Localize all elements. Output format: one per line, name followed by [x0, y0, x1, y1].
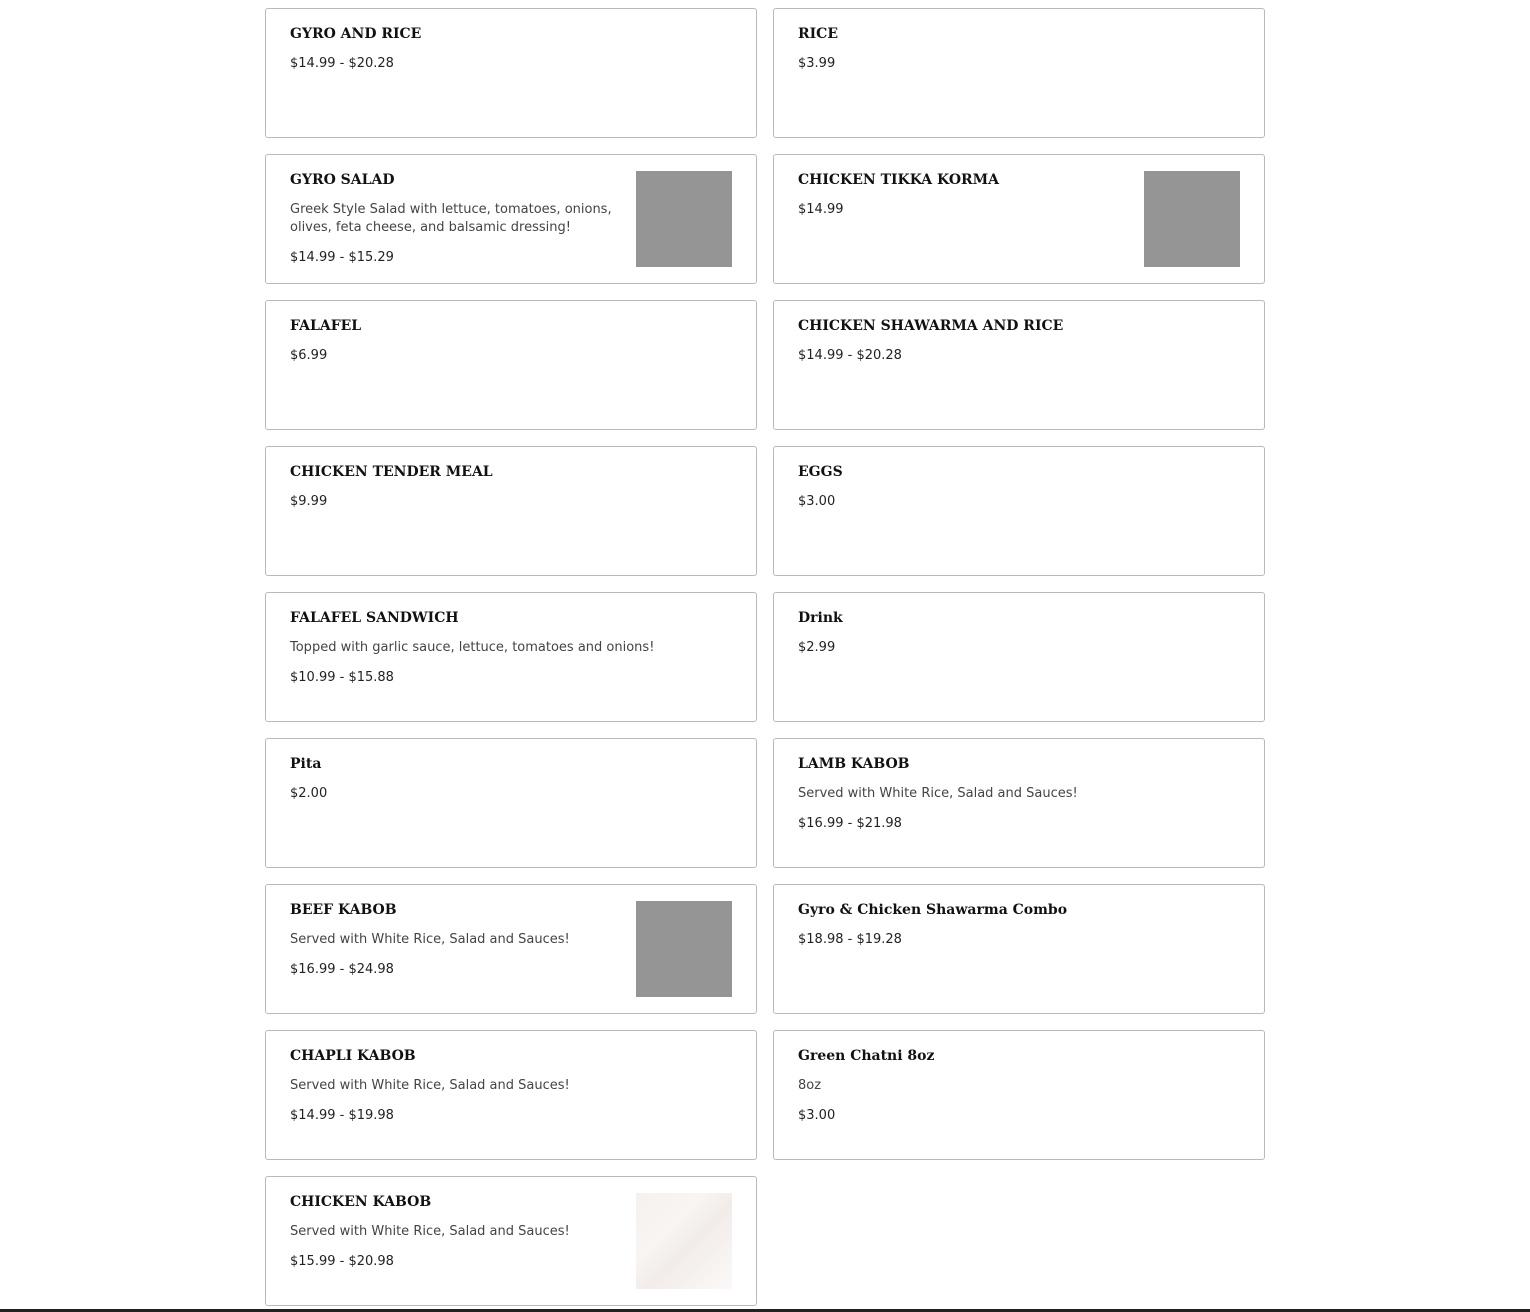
- menu-item-text: [290, 318, 732, 365]
- menu-item-name: LAMB KABOB: [798, 756, 910, 772]
- menu-item-price: $9.99: [290, 494, 328, 509]
- menu-item-price: $2.99: [798, 640, 836, 655]
- menu-item-name: GYRO SALAD: [290, 172, 395, 188]
- menu-item-text: [798, 464, 1240, 511]
- menu-item-name: Pita: [290, 756, 322, 772]
- menu-item-name: CHAPLI KABOB: [290, 1048, 416, 1064]
- menu-item-text: [798, 756, 1240, 833]
- menu-item-name: FALAFEL: [290, 318, 362, 334]
- menu-item-price: $14.99 - $20.28: [290, 56, 394, 71]
- menu-item-card-beef-kabob[interactable]: [265, 884, 757, 1014]
- menu-item-description: 8oz: [798, 1078, 822, 1093]
- menu-item-text: [798, 610, 1240, 657]
- menu-item-text: [798, 172, 1134, 219]
- menu-item-description: Served with White Rice, Salad and Sauces!: [290, 932, 570, 947]
- menu-item-price: $2.00: [290, 786, 328, 801]
- menu-item-description: Served with White Rice, Salad and Sauces!: [290, 1224, 570, 1239]
- menu-item-card-chicken-tikka-korma[interactable]: [773, 154, 1265, 284]
- menu-item-text: [290, 1194, 626, 1271]
- menu-item-text: [798, 902, 1240, 949]
- menu-item-text: [290, 610, 732, 687]
- menu-item-text: [290, 464, 732, 511]
- menu-item-text: [290, 172, 626, 267]
- menu-item-price: $3.99: [798, 56, 836, 71]
- menu-item-card-gyro-and-rice[interactable]: [265, 8, 757, 138]
- menu-item-card-lamb-kabob[interactable]: [773, 738, 1265, 868]
- menu-item-description: Served with White Rice, Salad and Sauces!: [798, 786, 1078, 801]
- menu-item-card-chicken-shawarma-and-rice[interactable]: [773, 300, 1265, 430]
- menu-item-card-falafel[interactable]: [265, 300, 757, 430]
- menu-item-name: BEEF KABOB: [290, 902, 397, 918]
- menu-item-card-eggs[interactable]: [773, 446, 1265, 576]
- menu-item-card-pita[interactable]: [265, 738, 757, 868]
- menu-item-name: CHICKEN KABOB: [290, 1194, 432, 1210]
- menu-item-price: $10.99 - $15.88: [290, 670, 394, 685]
- menu-item-card-chicken-tender-meal[interactable]: [265, 446, 757, 576]
- menu-item-name: EGGS: [798, 464, 843, 480]
- menu-item-name: CHICKEN TIKKA KORMA: [798, 172, 1000, 188]
- menu-item-text: [798, 318, 1240, 365]
- menu-item-price: $14.99: [798, 202, 844, 217]
- menu-item-text: [290, 902, 626, 979]
- menu-item-card-chapli-kabob[interactable]: [265, 1030, 757, 1160]
- menu-item-image-placeholder: [1144, 171, 1240, 267]
- menu-item-price: $16.99 - $21.98: [798, 816, 902, 831]
- menu-item-text: [290, 1048, 732, 1125]
- menu-item-description: Topped with garlic sauce, lettuce, tomatoes and onions!: [290, 640, 655, 655]
- menu-item-text: [290, 26, 732, 73]
- menu-item-price: $15.99 - $20.98: [290, 1254, 394, 1269]
- menu-item-name: CHICKEN TENDER MEAL: [290, 464, 493, 480]
- menu-item-card-drink[interactable]: [773, 592, 1265, 722]
- menu-item-card-falafel-sandwich[interactable]: [265, 592, 757, 722]
- menu-item-name: GYRO AND RICE: [290, 26, 422, 42]
- menu-item-description: Served with White Rice, Salad and Sauces!: [290, 1078, 570, 1093]
- menu-item-text: [290, 756, 732, 803]
- menu-item-card-green-chatni[interactable]: [773, 1030, 1265, 1160]
- menu-item-text: [798, 1048, 1240, 1125]
- menu-item-price: $3.00: [798, 1108, 836, 1123]
- menu-item-name: Green Chatni 8oz: [798, 1048, 935, 1064]
- menu-item-price: $3.00: [798, 494, 836, 509]
- menu-item-image-placeholder: [636, 901, 732, 997]
- menu-item-card-gyro-chicken-shawarma-combo[interactable]: [773, 884, 1265, 1014]
- menu-item-price: $18.98 - $19.28: [798, 932, 902, 947]
- menu-item-name: Drink: [798, 610, 843, 626]
- menu-item-text: [798, 26, 1240, 73]
- menu-item-card-rice[interactable]: [773, 8, 1265, 138]
- menu-item-photo: [636, 1193, 732, 1289]
- menu-item-price: $6.99: [290, 348, 328, 363]
- menu-item-card-chicken-kabob[interactable]: [265, 1176, 757, 1306]
- menu-item-card-gyro-salad[interactable]: [265, 154, 757, 284]
- menu-items-grid: [265, 8, 1265, 1306]
- menu-item-price: $16.99 - $24.98: [290, 962, 394, 977]
- menu-item-name: FALAFEL SANDWICH: [290, 610, 459, 626]
- menu-item-price: $14.99 - $20.28: [798, 348, 902, 363]
- menu-item-price: $14.99 - $19.98: [290, 1108, 394, 1123]
- menu-item-description: Greek Style Salad with lettuce, tomatoes, onions, olives, feta cheese, and balsamic dressing!: [290, 202, 612, 235]
- menu-item-price: $14.99 - $15.29: [290, 250, 394, 265]
- menu-item-name: CHICKEN SHAWARMA AND RICE: [798, 318, 1064, 334]
- menu-item-name: RICE: [798, 26, 838, 42]
- menu-item-image-placeholder: [636, 171, 732, 267]
- menu-item-name: Gyro & Chicken Shawarma Combo: [798, 902, 1068, 918]
